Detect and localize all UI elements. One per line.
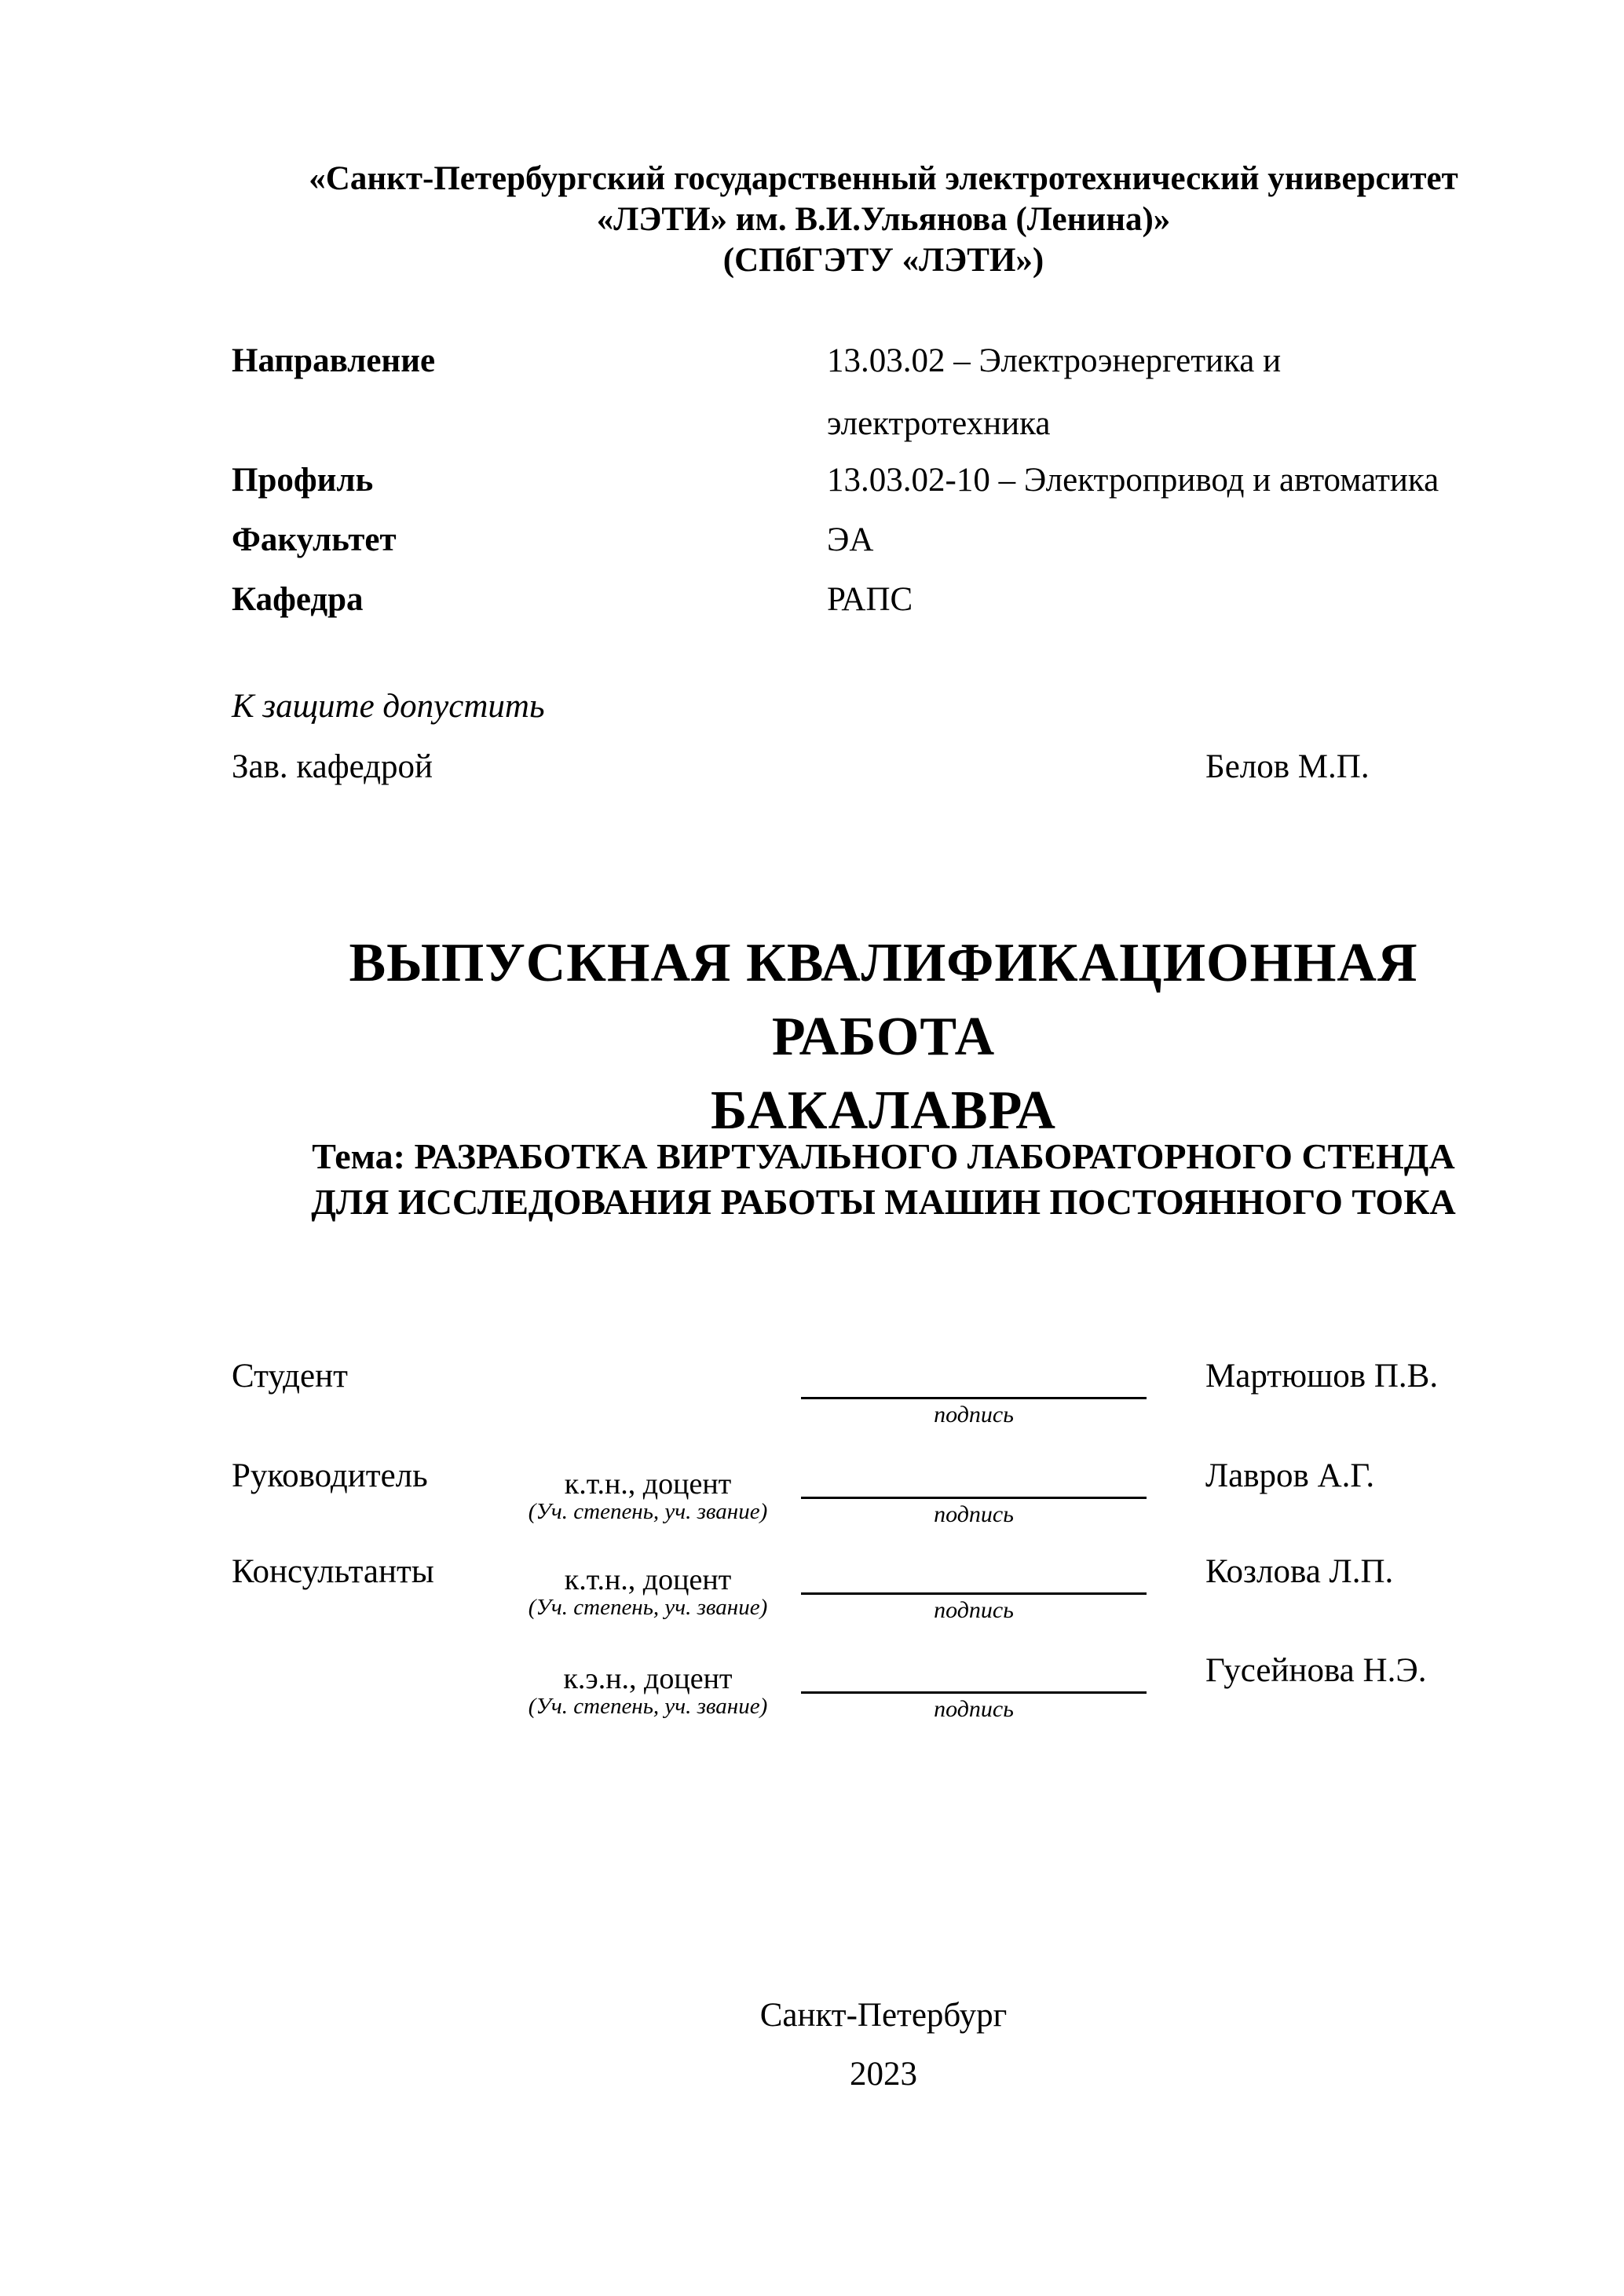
field-value-direction-line1: 13.03.02 – Электроэнергетика и: [827, 342, 1282, 379]
field-label-direction: Направление: [232, 342, 436, 379]
signature-line: [801, 1397, 1147, 1399]
thesis-title: [232, 927, 1535, 1148]
footer-year: 2023: [850, 2056, 917, 2093]
field-value-department: РАПС: [827, 581, 913, 618]
university-name-line1: «Санкт-Петербургский государственный электротехнический университет: [309, 160, 1458, 197]
signature-caption: подпись: [934, 1402, 1014, 1428]
signature-row-student: [232, 1356, 1535, 1449]
footer: [232, 1986, 1535, 2104]
signature-line: [801, 1592, 1147, 1595]
thesis-topic-line1: Тема: РАЗРАБОТКА ВИРТУАЛЬНОГО ЛАБОРАТОРНОГО СТЕНДА: [312, 1136, 1455, 1176]
degree-label: к.т.н., доцент: [564, 1468, 732, 1501]
field-value-profile: 13.03.02-10 – Электропривод и автоматика: [827, 462, 1439, 499]
admission-note: К защите допустить: [232, 688, 545, 725]
degree-label: к.т.н., доцент: [564, 1563, 732, 1596]
field-value-direction-line2: электротехника: [827, 405, 1051, 442]
person-name: Козлова Л.П.: [1205, 1553, 1394, 1590]
university-header: [232, 159, 1535, 281]
head-of-department-name: Белов М.П.: [1205, 748, 1370, 785]
degree-note: (Уч. степень, уч. звание): [528, 1595, 768, 1620]
role-label: Консультанты: [232, 1553, 434, 1590]
person-name: Гусейнова Н.Э.: [1205, 1652, 1427, 1689]
role-label: Студент: [232, 1358, 348, 1395]
thesis-topic-line2: ДЛЯ ИССЛЕДОВАНИЯ РАБОТЫ МАШИН ПОСТОЯННОГО ТОКА: [311, 1182, 1456, 1222]
footer-city: Санкт-Петербург: [759, 1997, 1008, 2034]
role-label: Руководитель: [232, 1457, 428, 1494]
signature-row-consultant-2: [232, 1651, 1535, 1743]
field-value-faculty: ЭА: [827, 521, 874, 558]
signature-caption: подпись: [934, 1501, 1014, 1527]
field-label-faculty: Факультет: [232, 521, 397, 558]
signature-caption: подпись: [934, 1696, 1014, 1722]
field-label-department: Кафедра: [232, 581, 364, 618]
signature-caption: подпись: [934, 1597, 1014, 1623]
signature-row-supervisor: [232, 1456, 1535, 1548]
degree-note: (Уч. степень, уч. звание): [528, 1499, 768, 1524]
signature-line: [801, 1691, 1147, 1694]
degree-note: (Уч. степень, уч. звание): [528, 1694, 768, 1719]
university-name-line2: «ЛЭТИ» им. В.И.Ульянова (Ленина)»: [596, 201, 1171, 238]
thesis-title-line1: ВЫПУСКНАЯ КВАЛИФИКАЦИОННАЯ РАБОТА: [349, 933, 1418, 1067]
thesis-title-line2: БАКАЛАВРА: [711, 1080, 1056, 1141]
admission-role: Зав. кафедрой: [232, 748, 433, 785]
degree-label: к.э.н., доцент: [563, 1662, 733, 1695]
signature-row-consultant-1: [232, 1552, 1535, 1644]
signature-line: [801, 1497, 1147, 1499]
university-abbreviation: (СПбГЭТУ «ЛЭТИ»): [722, 242, 1044, 279]
person-name: Мартюшов П.В.: [1205, 1358, 1439, 1395]
thesis-topic: [232, 1134, 1535, 1225]
field-label-profile: Профиль: [232, 462, 374, 499]
person-name: Лавров А.Г.: [1205, 1457, 1375, 1494]
